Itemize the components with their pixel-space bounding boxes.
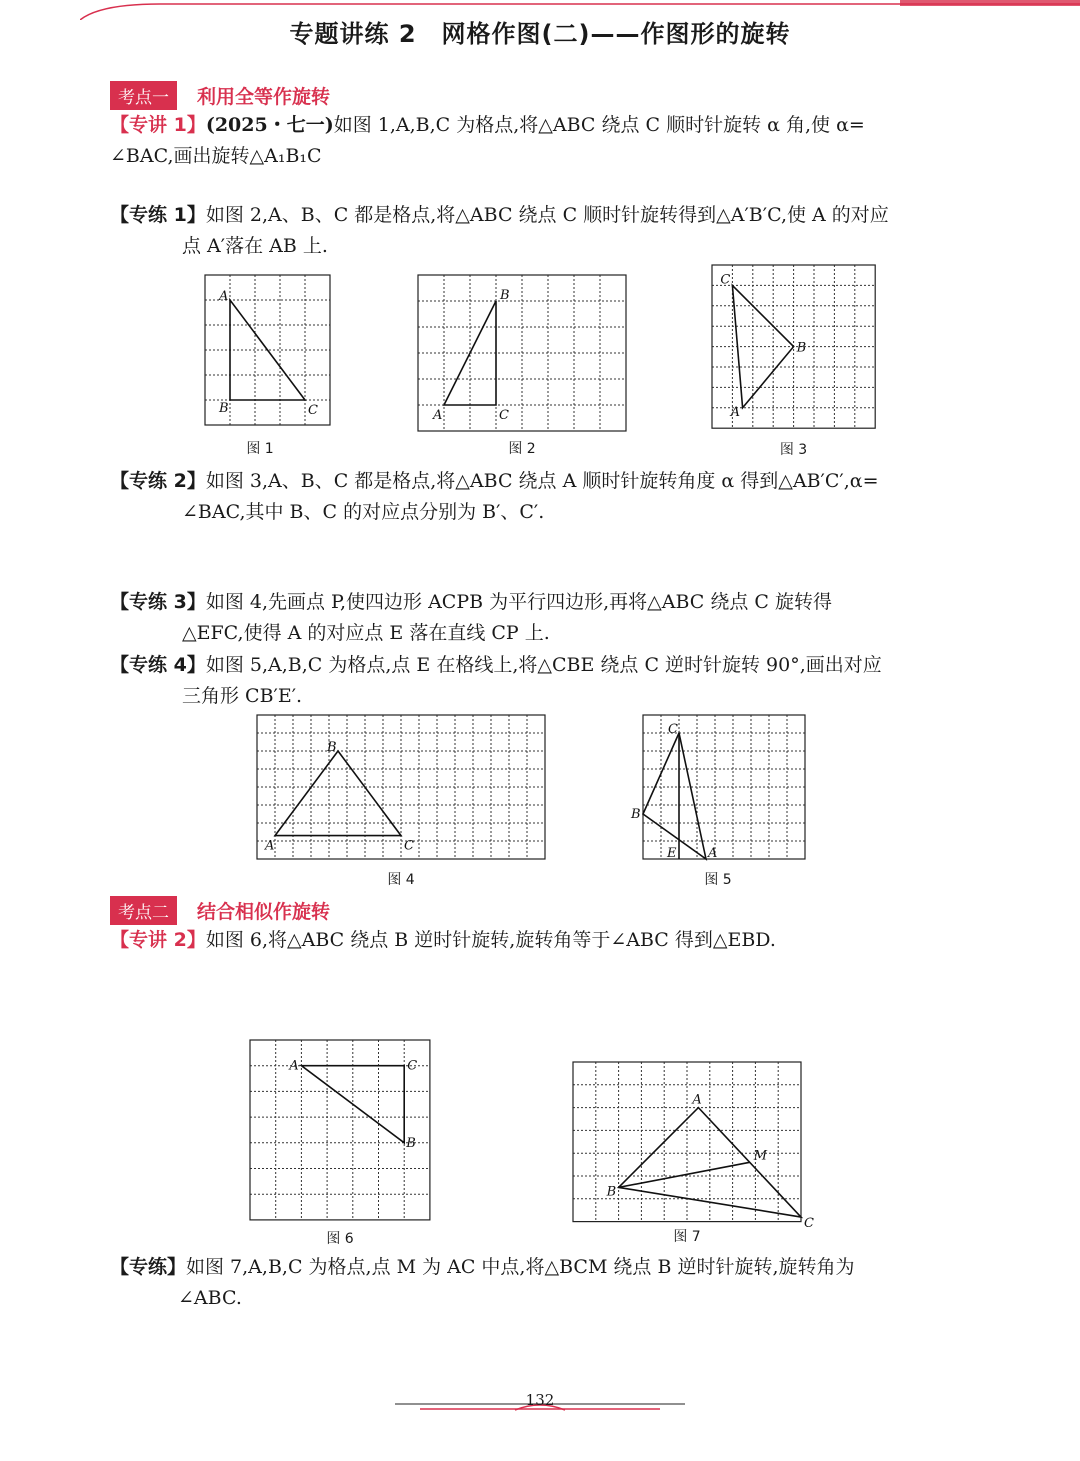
figure-2-grid — [418, 275, 626, 430]
section-tag: 考点二 — [110, 896, 177, 925]
point-label-a: A — [730, 404, 740, 420]
figure-2 — [418, 275, 626, 458]
problem-text: 如图 5,A,B,C 为格点,点 E 在格线上,将△CBE 绕点 C 逆时针旋转 90°,画出对应 — [205, 654, 882, 676]
problem-text: 如图 7,A,B,C 为格点,点 M 为 AC 中点,将△BCM 绕点 B 逆时针旋转,旋转角为 — [186, 1256, 855, 1278]
problem-zhuanlian-3 — [110, 587, 970, 649]
problem-label: 【专练 2】 — [110, 470, 206, 492]
point-label-c: C — [668, 722, 678, 737]
point-label-a: A — [265, 838, 275, 854]
problem-text: 如图 4,先画点 P,使四边形 ACPB 为平行四边形,再将△ABC 绕点 C 旋转得 — [205, 591, 832, 613]
figure-3 — [712, 265, 875, 459]
problem-zhuanlian-2 — [110, 466, 970, 528]
point-label-b: B — [606, 1184, 617, 1200]
figure-7-grid — [573, 1062, 814, 1232]
problem-zhuanjiang-1 — [110, 110, 970, 172]
point-label-m: M — [753, 1148, 768, 1164]
figure-caption: 图 3 — [779, 442, 808, 458]
problem-text-cont: 点 A′落在 AB 上. — [182, 235, 328, 257]
figure-1-grid — [205, 275, 330, 430]
point-label-c: C — [308, 403, 318, 418]
segment-bm — [619, 1162, 750, 1187]
figure-6-grid — [250, 1040, 430, 1220]
point-label-c: C — [404, 838, 414, 854]
figure-6 — [250, 1040, 430, 1248]
figure-caption: 图 1 — [246, 441, 274, 457]
problem-label: 【专讲 2】 — [110, 929, 206, 951]
figure-4 — [257, 715, 545, 889]
point-label-b: B — [406, 1135, 416, 1151]
figure-caption: 图 6 — [326, 1231, 354, 1247]
point-label-b: B — [327, 740, 337, 755]
problem-text-cont: ∠BAC,其中 B、C 的对应点分别为 B′、C′. — [182, 501, 545, 523]
figure-caption: 图 7 — [673, 1229, 701, 1245]
figure-caption: 图 4 — [387, 872, 415, 888]
problem-text-cont: ∠BAC,画出旋转△A₁B₁C — [110, 145, 322, 167]
grid-border — [250, 1040, 430, 1220]
point-label-a: A — [708, 846, 718, 861]
point-label-a: A — [433, 408, 443, 423]
point-label-c: C — [407, 1058, 418, 1074]
point-label-e: E — [667, 846, 677, 861]
problem-zhuanlian-4 — [110, 650, 970, 712]
figure-5-grid — [631, 715, 805, 861]
point-label-b: B — [219, 401, 229, 416]
figure-caption: 图 5 — [704, 872, 732, 888]
figure-7 — [573, 1062, 814, 1246]
problem-source: (2025・七一) — [205, 114, 334, 136]
problem-label: 【专讲 1】 — [110, 114, 206, 136]
point-label-a: A — [219, 289, 229, 304]
point-label-a: A — [692, 1092, 702, 1108]
section-tag: 考点一 — [110, 81, 177, 110]
problem-text-cont: 三角形 CB′E′. — [182, 685, 303, 707]
problem-text: 如图 2,A、B、C 都是格点,将△ABC 绕点 C 顺时针旋转得到△A′B′C,使 A 的对应 — [205, 204, 889, 226]
point-label-b: B — [500, 288, 510, 303]
page-title: 专题讲练 2 网格作图(二)——作图形的旋转 — [289, 20, 791, 48]
problem-zhuanlian-1 — [110, 200, 970, 262]
problem-label: 【专练 1】 — [110, 204, 206, 226]
section-title: 结合相似作旋转 — [197, 900, 331, 923]
figure-3-grid — [712, 265, 875, 431]
problem-text: 如图 6,将△ABC 绕点 B 逆时针旋转,旋转角等于∠ABC 得到△EBD. — [205, 929, 776, 951]
problem-label: 【专练】 — [110, 1256, 187, 1278]
problem-zhuanlian-5 — [110, 1252, 970, 1314]
point-label-c: C — [804, 1216, 814, 1232]
point-label-a: A — [289, 1058, 299, 1074]
page-number: 132 — [525, 1391, 555, 1409]
problem-text: 如图 1,A,B,C 为格点,将△ABC 绕点 C 顺时针旋转 α 角,使 α= — [333, 114, 865, 136]
point-label-b: B — [796, 340, 807, 356]
point-label-c: C — [499, 408, 509, 423]
problem-text-cont: △EFC,使得 A 的对应点 E 落在直线 CP 上. — [182, 622, 550, 644]
problem-zhuanjiang-2 — [110, 925, 970, 956]
problem-label: 【专练 3】 — [110, 591, 206, 613]
point-label-b: B — [631, 807, 641, 822]
point-label-c: C — [720, 272, 731, 288]
figure-4-grid — [257, 715, 545, 857]
figure-5 — [631, 715, 805, 889]
section-title: 利用全等作旋转 — [197, 85, 331, 108]
problem-text-cont: ∠ABC. — [178, 1287, 242, 1309]
problem-text: 如图 3,A、B、C 都是格点,将△ABC 绕点 A 顺时针旋转角度 α 得到△AB′C′,α= — [205, 470, 879, 492]
problem-label: 【专练 4】 — [110, 654, 206, 676]
section-2-header — [110, 897, 330, 923]
figure-caption: 图 2 — [508, 441, 536, 457]
section-1-header — [110, 82, 330, 108]
figure-1 — [205, 275, 330, 458]
